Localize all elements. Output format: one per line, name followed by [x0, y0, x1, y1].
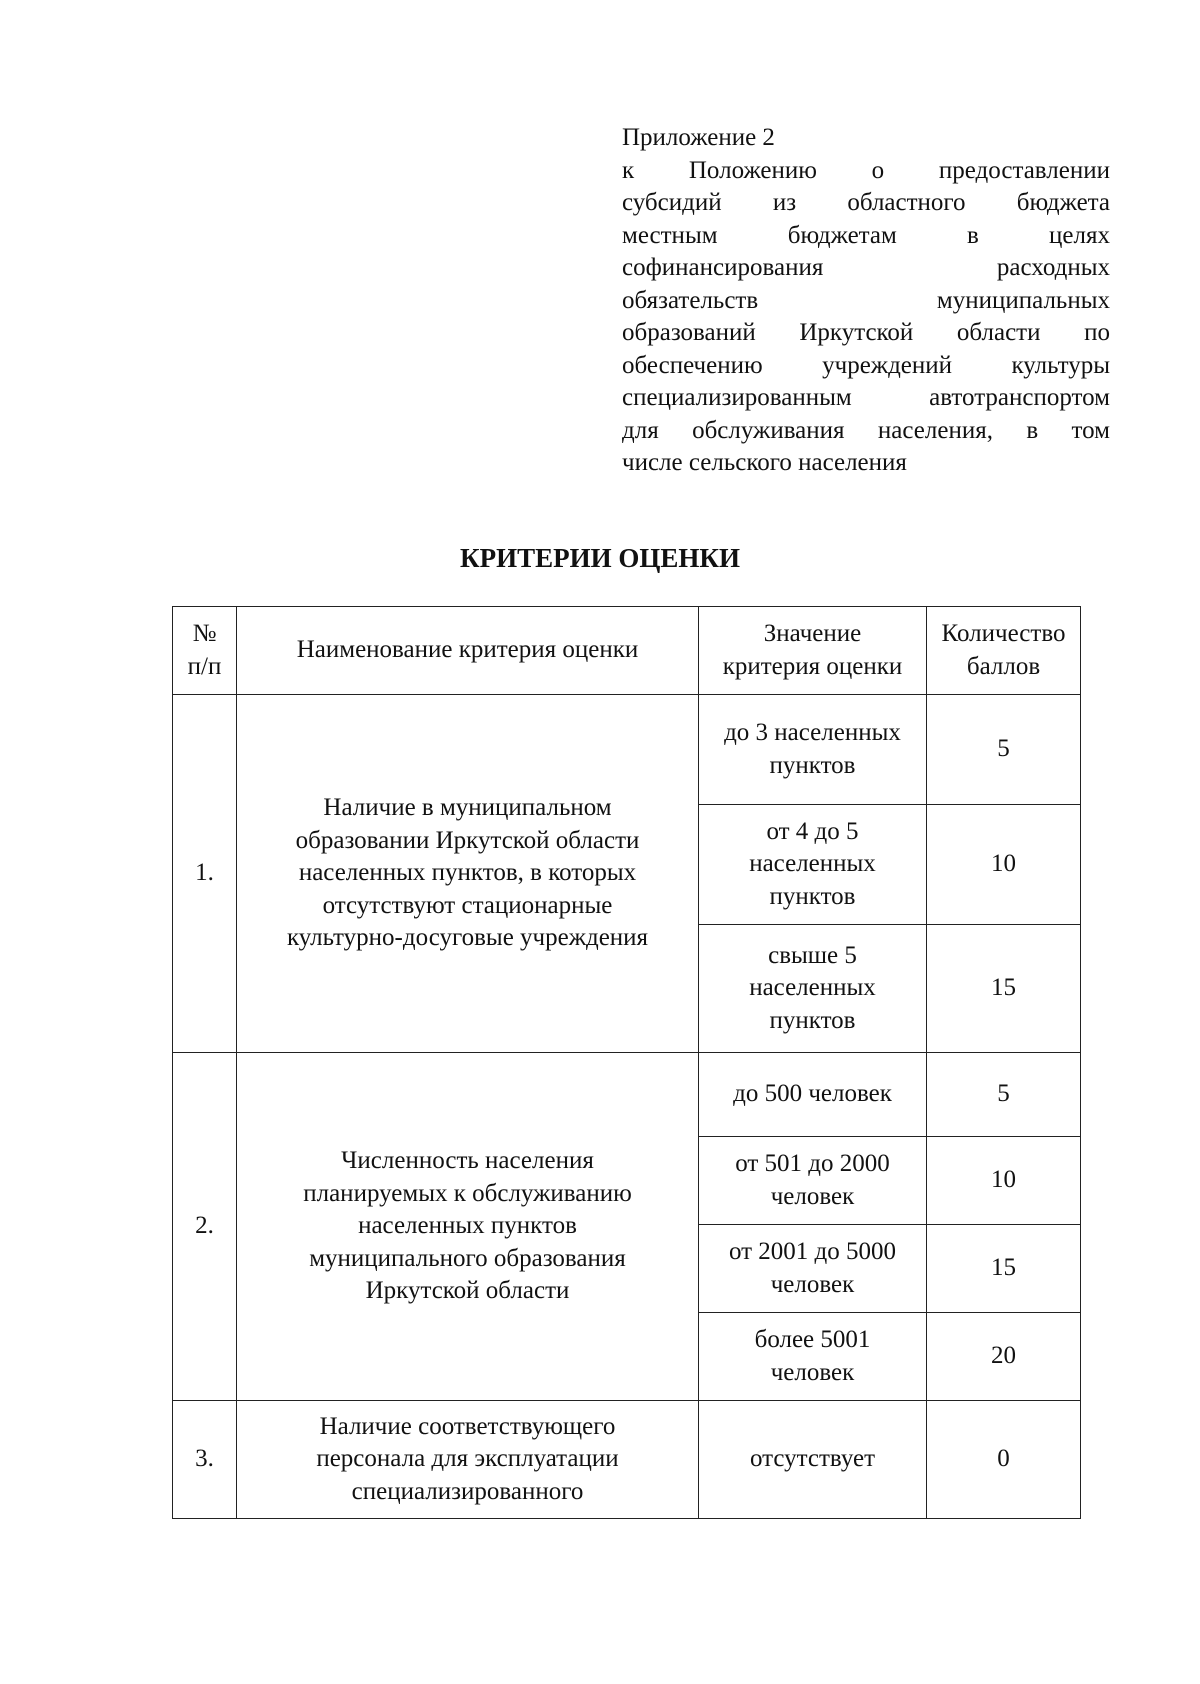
criterion-name [237, 1053, 699, 1401]
criteria-table [172, 606, 1081, 1519]
criterion-score: 20 [927, 1313, 1081, 1401]
criterion-value-line: от 4 до 5 [766, 817, 859, 845]
row-number: 3. [173, 1401, 237, 1519]
criterion-score: 10 [927, 805, 1081, 925]
appendix-line: субсидий из областного бюджета [622, 189, 1110, 216]
header-score-line: Количество [941, 620, 1066, 647]
appendix-line: образований Иркутской области по [622, 319, 1110, 346]
criterion-value-line: более 5001 [754, 1326, 871, 1353]
criterion-value-line: от 501 до 2000 [735, 1150, 890, 1177]
criterion-name-line: Наличие в муниципальном [323, 794, 612, 822]
row-number: 1. [173, 695, 237, 1053]
criterion-score: 15 [927, 1225, 1081, 1313]
table-row [173, 695, 1081, 805]
criterion-value-line: человек [770, 1358, 855, 1386]
appendix-line: числе сельского населения [622, 449, 907, 476]
criterion-value [699, 1053, 927, 1137]
header-score [927, 607, 1081, 695]
criterion-score: 0 [927, 1401, 1081, 1519]
header-name: Наименование критерия оценки [237, 607, 699, 695]
criterion-name-line: персонала для эксплуатации [316, 1445, 619, 1473]
header-num [173, 607, 237, 695]
criterion-name-line: планируемых к обслуживанию [303, 1179, 632, 1207]
criterion-score: 10 [927, 1137, 1081, 1225]
header-score-line: баллов [966, 652, 1041, 680]
appendix-line: обязательств муниципальных [622, 286, 1110, 314]
criterion-score: 5 [927, 695, 1081, 805]
header-value-line: Значение [763, 620, 862, 647]
criterion-name-line: культурно-досуговые учреждения [286, 924, 649, 952]
criterion-value-line: до 500 человек [733, 1080, 892, 1108]
criterion-value-line: до 3 населенных [724, 719, 901, 746]
criterion-value-line: отсутствует [749, 1445, 876, 1473]
header-num-line: № [192, 620, 217, 647]
criterion-value [699, 695, 927, 805]
criterion-value-line: пунктов [769, 1006, 856, 1034]
criterion-value-line: пунктов [769, 751, 856, 779]
criterion-value-line: населенных [749, 974, 876, 1002]
criterion-name-line: Наличие соответствующего [319, 1412, 616, 1440]
table-row [173, 1401, 1081, 1519]
criterion-value-line: населенных [749, 850, 876, 878]
criterion-name-line: населенных пунктов [358, 1212, 577, 1240]
criterion-name-line: образовании Иркутской области [295, 826, 640, 854]
appendix-line: к Положению о предоставлении [622, 156, 1110, 184]
criterion-value [699, 805, 927, 925]
criterion-name-line: Численность населения [341, 1147, 594, 1175]
criterion-value [699, 925, 927, 1053]
criterion-value [699, 1401, 927, 1519]
appendix-block [622, 122, 1110, 480]
table-header-row [173, 607, 1081, 695]
header-num-line: п/п [187, 652, 222, 680]
criterion-name-line: Иркутской области [365, 1277, 570, 1305]
appendix-line: обеспечению учреждений культуры [622, 351, 1110, 379]
appendix-line: местным бюджетам в целях [622, 221, 1110, 249]
criterion-value [699, 1137, 927, 1225]
criterion-value-line: пунктов [769, 882, 856, 910]
row-number: 2. [173, 1053, 237, 1401]
criterion-value-line: от 2001 до 5000 [728, 1238, 897, 1265]
criterion-value-line: человек [770, 1270, 855, 1298]
criterion-score: 15 [927, 925, 1081, 1053]
criterion-value-line: свыше 5 [768, 941, 857, 969]
criterion-name-line: специализированного [351, 1477, 584, 1505]
table-row [173, 1053, 1081, 1137]
header-value-line: критерия оценки [722, 652, 903, 680]
criterion-value [699, 1313, 927, 1401]
appendix-line: для обслуживания населения, в том [622, 416, 1110, 444]
appendix-line: специализированным автотранспортом [622, 384, 1110, 411]
document-title: КРИТЕРИИ ОЦЕНКИ [460, 543, 740, 573]
header-value [699, 607, 927, 695]
criterion-value-line: человек [770, 1182, 855, 1210]
criterion-score: 5 [927, 1053, 1081, 1137]
appendix-title: Приложение 2 [622, 124, 775, 151]
criterion-name-line: отсутствуют стационарные [322, 891, 613, 919]
criterion-name [237, 1401, 699, 1519]
criterion-value [699, 1225, 927, 1313]
criterion-name-line: муниципального образования [309, 1244, 626, 1272]
criterion-name-line: населенных пунктов, в которых [298, 859, 637, 887]
criterion-name [237, 695, 699, 1053]
appendix-line: софинансирования расходных [622, 254, 1110, 281]
